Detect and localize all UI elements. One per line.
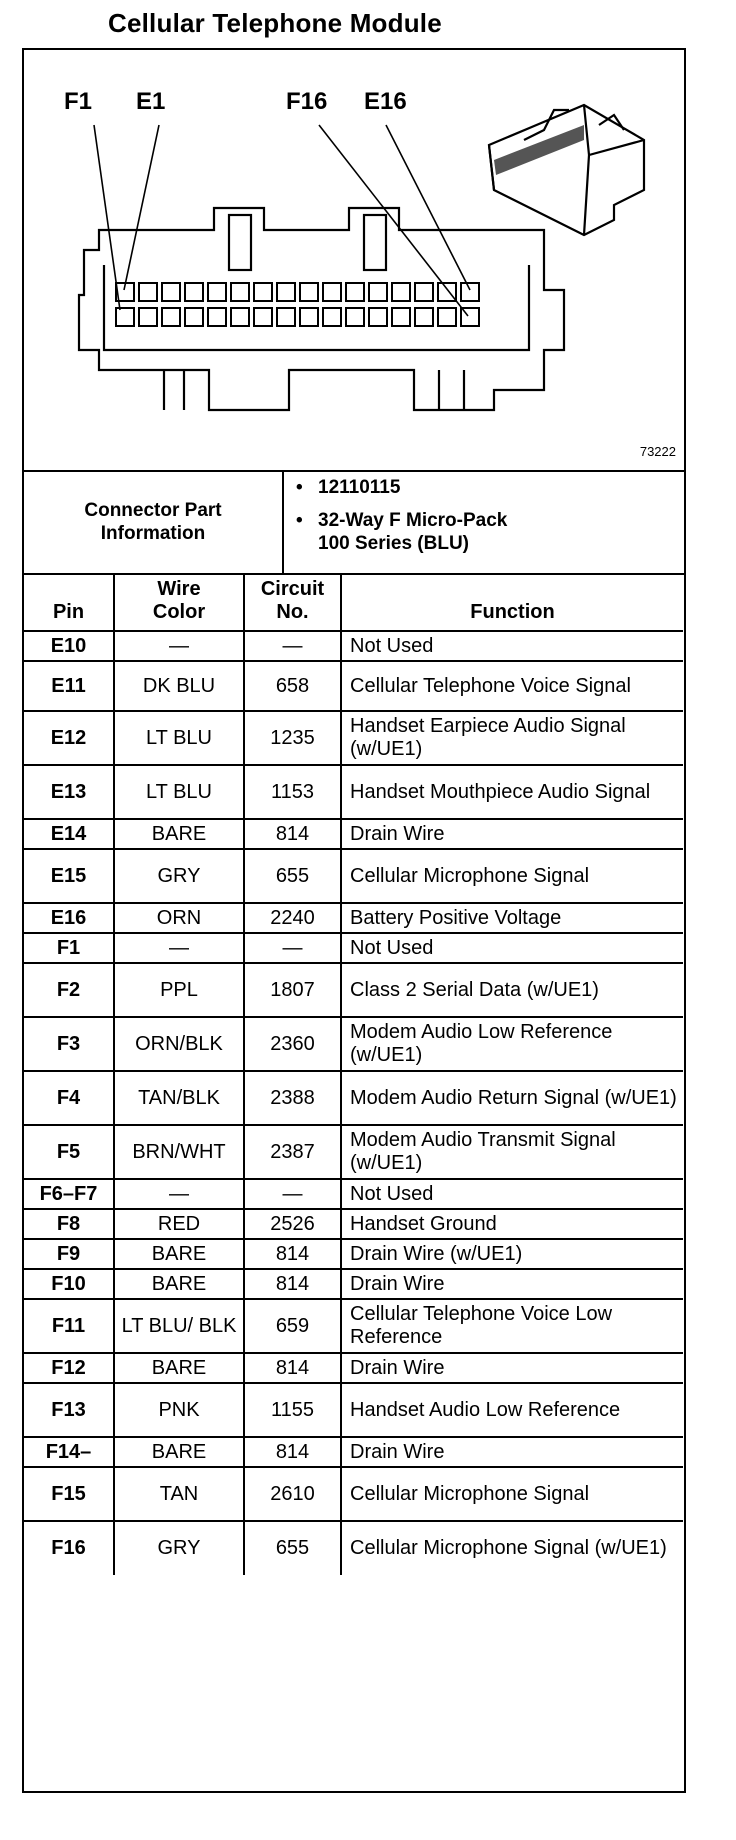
wire-color-header: Wire Color <box>114 574 244 631</box>
table-row <box>24 1521 683 1575</box>
connector-face-drawing <box>24 50 684 468</box>
wire-color-cell: PPL <box>114 963 244 1017</box>
function-cell: Not Used <box>341 631 683 661</box>
pin-cell: F11 <box>24 1299 114 1353</box>
pin-cell: F6–F7 <box>24 1179 114 1209</box>
function-cell: Not Used <box>341 933 683 963</box>
function-cell: Cellular Telephone Voice Low Reference <box>341 1299 683 1353</box>
function-cell: Modem Audio Transmit Signal (w/UE1) <box>341 1125 683 1179</box>
pin-cell: F16 <box>24 1521 114 1575</box>
description-line1: 32-Way F Micro-Pack <box>318 510 508 531</box>
connector-part-info <box>24 470 684 575</box>
pin-cell: F15 <box>24 1467 114 1521</box>
page-title: Cellular Telephone Module <box>108 8 442 38</box>
circuit-cell: 814 <box>244 1269 341 1299</box>
circuit-cell: — <box>244 933 341 963</box>
description-line2: 100 Series (BLU) <box>318 533 470 554</box>
wire-color-cell: GRY <box>114 1521 244 1575</box>
table-row <box>24 1269 683 1299</box>
pin-cell: F4 <box>24 1071 114 1125</box>
wire-color-cell: PNK <box>114 1383 244 1437</box>
table-row <box>24 1017 683 1071</box>
wire-color-cell: BARE <box>114 1437 244 1467</box>
wire-color-cell: GRY <box>114 849 244 903</box>
circuit-cell: 2610 <box>244 1467 341 1521</box>
wire-color-cell: ORN <box>114 903 244 933</box>
function-cell: Drain Wire <box>341 1437 683 1467</box>
table-row <box>24 819 683 849</box>
table-row <box>24 631 683 661</box>
table-row <box>24 661 683 711</box>
function-cell: Drain Wire (w/UE1) <box>341 1239 683 1269</box>
part-number-item <box>296 476 507 499</box>
pin-cell: F13 <box>24 1383 114 1437</box>
circuit-cell: — <box>244 1179 341 1209</box>
wire-color-cell: BRN/WHT <box>114 1125 244 1179</box>
pin-cell: E14 <box>24 819 114 849</box>
table-row <box>24 849 683 903</box>
connector-info-label <box>24 470 284 573</box>
function-cell: Cellular Microphone Signal <box>341 849 683 903</box>
circuit-cell: 814 <box>244 819 341 849</box>
wire-color-cell: — <box>114 631 244 661</box>
table-row <box>24 1383 683 1437</box>
wire-color-cell: — <box>114 933 244 963</box>
function-cell: Drain Wire <box>341 1269 683 1299</box>
table-row <box>24 1467 683 1521</box>
table-row <box>24 1353 683 1383</box>
pin-cell: E11 <box>24 661 114 711</box>
function-cell: Not Used <box>341 1179 683 1209</box>
function-cell: Handset Audio Low Reference <box>341 1383 683 1437</box>
wire-color-cell: BARE <box>114 1353 244 1383</box>
function-cell: Drain Wire <box>341 819 683 849</box>
connector-info-label-line2: Information <box>100 522 206 544</box>
pin-cell: F10 <box>24 1269 114 1299</box>
function-header: Function <box>341 574 683 631</box>
wire-color-cell: BARE <box>114 1269 244 1299</box>
pin-cell: E15 <box>24 849 114 903</box>
connector-info-values <box>296 476 507 555</box>
figure-number: 73222 <box>639 444 676 459</box>
wire-color-cell: BARE <box>114 1239 244 1269</box>
pin-cell: E16 <box>24 903 114 933</box>
table-row <box>24 1209 683 1239</box>
function-cell: Handset Mouthpiece Audio Signal <box>341 765 683 819</box>
pin-cell: F2 <box>24 963 114 1017</box>
table-row <box>24 963 683 1017</box>
pin-label-f1: F1 <box>64 88 93 115</box>
table-row <box>24 903 683 933</box>
part-number: 12110115 <box>318 477 401 498</box>
pin-cell: F1 <box>24 933 114 963</box>
circuit-cell: 1235 <box>244 711 341 765</box>
table-row <box>24 1437 683 1467</box>
circuit-cell: 2388 <box>244 1071 341 1125</box>
pin-cell: E10 <box>24 631 114 661</box>
pin-cell: F8 <box>24 1209 114 1239</box>
function-cell: Class 2 Serial Data (w/UE1) <box>341 963 683 1017</box>
pin-cell: E12 <box>24 711 114 765</box>
function-cell: Modem Audio Low Reference (w/UE1) <box>341 1017 683 1071</box>
circuit-header: Circuit No. <box>244 574 341 631</box>
circuit-cell: 814 <box>244 1437 341 1467</box>
table-row <box>24 711 683 765</box>
function-cell: Cellular Telephone Voice Signal <box>341 661 683 711</box>
table-row <box>24 1239 683 1269</box>
wire-color-cell: — <box>114 1179 244 1209</box>
circuit-cell: 1807 <box>244 963 341 1017</box>
wire-color-cell: BARE <box>114 819 244 849</box>
circuit-cell: 1155 <box>244 1383 341 1437</box>
table-header-row <box>24 574 683 631</box>
function-cell: Handset Earpiece Audio Signal (w/UE1) <box>341 711 683 765</box>
wire-color-cell: TAN/BLK <box>114 1071 244 1125</box>
wire-color-cell: LT BLU <box>114 711 244 765</box>
wire-color-cell: LT BLU/ BLK <box>114 1299 244 1353</box>
connector-info-label-line1: Connector Part <box>84 499 222 521</box>
function-cell: Cellular Microphone Signal (w/UE1) <box>341 1521 683 1575</box>
wire-color-cell: LT BLU <box>114 765 244 819</box>
pin-label-e16: E16 <box>364 88 407 115</box>
circuit-cell: 655 <box>244 849 341 903</box>
table-row <box>24 765 683 819</box>
connector-diagram <box>24 50 684 472</box>
circuit-cell: 658 <box>244 661 341 711</box>
function-cell: Cellular Microphone Signal <box>341 1467 683 1521</box>
circuit-cell: 2240 <box>244 903 341 933</box>
pin-cell: F5 <box>24 1125 114 1179</box>
circuit-cell: 2526 <box>244 1209 341 1239</box>
pin-label-e1: E1 <box>136 88 166 115</box>
circuit-cell: 2387 <box>244 1125 341 1179</box>
pin-header: Pin <box>24 574 114 631</box>
wire-color-cell: ORN/BLK <box>114 1017 244 1071</box>
pinout-table <box>24 573 683 1575</box>
circuit-cell: 814 <box>244 1239 341 1269</box>
circuit-cell: — <box>244 631 341 661</box>
wire-color-cell: DK BLU <box>114 661 244 711</box>
function-cell: Modem Audio Return Signal (w/UE1) <box>341 1071 683 1125</box>
wire-color-cell: RED <box>114 1209 244 1239</box>
circuit-cell: 1153 <box>244 765 341 819</box>
pin-cell: F14– <box>24 1437 114 1467</box>
function-cell: Battery Positive Voltage <box>341 903 683 933</box>
pin-cell: E13 <box>24 765 114 819</box>
function-cell: Drain Wire <box>341 1353 683 1383</box>
pin-cell: F3 <box>24 1017 114 1071</box>
bullet-icon: • <box>296 477 303 498</box>
pin-label-f16: F16 <box>286 88 328 115</box>
wire-color-cell: TAN <box>114 1467 244 1521</box>
pin-cell: F12 <box>24 1353 114 1383</box>
description-item <box>296 509 507 555</box>
circuit-cell: 2360 <box>244 1017 341 1071</box>
table-row <box>24 1071 683 1125</box>
table-row <box>24 1179 683 1209</box>
circuit-cell: 655 <box>244 1521 341 1575</box>
function-cell: Handset Ground <box>341 1209 683 1239</box>
connector-sheet <box>22 48 686 1793</box>
bullet-icon: • <box>296 510 303 531</box>
circuit-cell: 659 <box>244 1299 341 1353</box>
table-row <box>24 933 683 963</box>
table-row <box>24 1299 683 1353</box>
pin-cell: F9 <box>24 1239 114 1269</box>
circuit-cell: 814 <box>244 1353 341 1383</box>
table-row <box>24 1125 683 1179</box>
